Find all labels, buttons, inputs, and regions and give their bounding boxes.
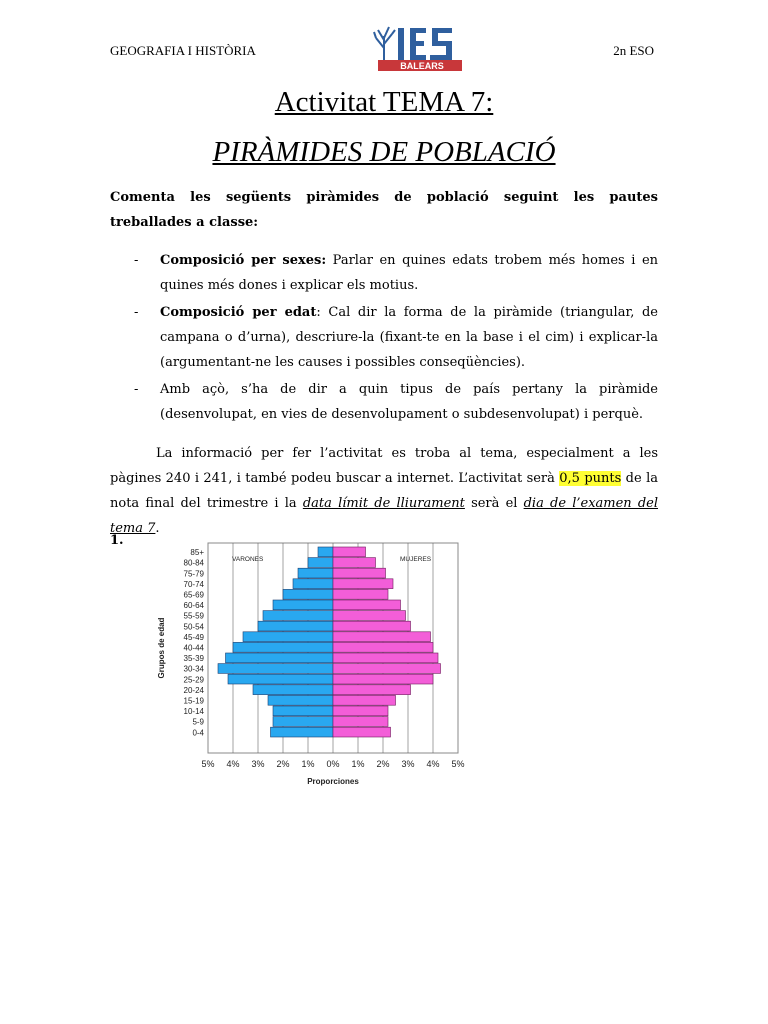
age-group-label: 80-84 — [183, 558, 204, 568]
bar-female — [333, 706, 388, 716]
list-dash: - — [134, 253, 139, 268]
bar-female — [333, 568, 386, 578]
guidelines-list — [110, 248, 658, 429]
age-group-label: 75-79 — [183, 569, 204, 579]
legend-female: MUJERES — [400, 556, 432, 563]
para-text-2: de la nota final del trimestre i la — [110, 471, 658, 511]
para-text-1: La informació per fer l’activitat es troba al tema, especialment a les pàgines 240 i 241, i també podeu buscar a internet. L’activitat serà — [110, 446, 658, 486]
deadline-label: data límit de lliurament — [302, 496, 465, 511]
bar-female — [333, 579, 393, 589]
age-group-label: 0-4 — [192, 728, 204, 738]
age-group-label: 50-54 — [183, 622, 204, 632]
bar-female — [333, 589, 388, 599]
bar-male — [293, 579, 333, 589]
bar-male — [218, 664, 333, 674]
header-subject: GEOGRAFIA I HISTÒRIA — [110, 43, 256, 58]
x-tick-label: 2% — [276, 759, 290, 769]
x-tick-label: 4% — [226, 759, 240, 769]
x-tick-label: 1% — [301, 759, 315, 769]
list-dash: - — [134, 305, 139, 320]
bar-female — [333, 600, 401, 610]
bar-female — [333, 632, 431, 642]
x-axis-label: Proporciones — [307, 777, 359, 786]
x-tick-label: 3% — [401, 759, 415, 769]
points-highlight: 0,5 punts — [559, 471, 622, 486]
age-group-label: 55-59 — [183, 611, 204, 621]
age-group-label: 70-74 — [183, 579, 204, 589]
x-tick-label: 1% — [351, 759, 365, 769]
x-tick-label: 5% — [451, 759, 465, 769]
bar-female — [333, 653, 438, 663]
x-tick-label: 2% — [376, 759, 390, 769]
bar-male — [318, 547, 333, 557]
bar-female — [333, 621, 411, 631]
age-group-label: 35-39 — [183, 654, 204, 664]
bar-male — [258, 621, 333, 631]
bar-male — [298, 568, 333, 578]
bar-male — [233, 642, 333, 652]
bar-female — [333, 695, 396, 705]
age-group-label: 45-49 — [183, 632, 204, 642]
bar-male — [273, 717, 333, 727]
para-text-4: . — [155, 521, 160, 536]
list-item-text: Amb açò, s’ha de dir a quin tipus de país pertany la piràmide (desenvolupat, en vies de desenvolupament o subdesenvolupat) i perquè. — [160, 382, 658, 422]
bar-male — [263, 611, 333, 621]
age-group-label: 10-14 — [183, 707, 204, 717]
bar-male — [253, 685, 333, 695]
bar-female — [333, 642, 433, 652]
age-group-label: 5-9 — [192, 717, 204, 727]
bar-male — [228, 674, 333, 684]
x-tick-label: 5% — [201, 759, 215, 769]
list-item-lead: Composició per sexes: — [160, 253, 327, 268]
bar-male — [271, 727, 334, 737]
age-group-label: 15-19 — [183, 696, 204, 706]
age-group-label: 60-64 — [183, 601, 204, 611]
bar-female — [333, 558, 376, 568]
age-group-label: 25-29 — [183, 675, 204, 685]
list-item-text: : Cal dir la forma de la piràmide (triangular, de campana o d’urna), descriure-la (fixant-te en la base i el cim) i explicar-la (argumentant-ne les causes i possibles conseqüències). — [160, 305, 659, 370]
school-logo — [372, 22, 468, 72]
intro-text: Comenta les següents piràmides de població seguint les pautes treballades a classe: — [110, 190, 658, 230]
logo-text: BALEARS — [400, 61, 444, 71]
bar-female — [333, 611, 406, 621]
x-tick-label: 0% — [326, 759, 340, 769]
bar-male — [273, 706, 333, 716]
age-group-label: 40-44 — [183, 643, 204, 653]
bar-female — [333, 674, 433, 684]
bar-male — [268, 695, 333, 705]
x-tick-label: 3% — [251, 759, 265, 769]
list-item — [110, 377, 658, 427]
x-tick-label: 4% — [426, 759, 440, 769]
y-axis-label: Grupos de edad — [157, 617, 166, 679]
age-group-label: 65-69 — [183, 590, 204, 600]
bar-female — [333, 664, 441, 674]
bar-male — [243, 632, 333, 642]
exam-date-label: dia de l’examen del tema 7 — [110, 496, 659, 536]
list-dash: - — [134, 382, 139, 397]
age-group-label: 30-34 — [183, 664, 204, 674]
bar-female — [333, 685, 411, 695]
page-title: Activitat TEMA 7: — [274, 86, 494, 118]
question-number: 1. — [110, 533, 124, 548]
age-group-label: 20-24 — [183, 685, 204, 695]
legend-male: VARONES — [232, 556, 264, 563]
list-item — [110, 248, 658, 298]
bar-male — [226, 653, 334, 663]
bar-female — [333, 717, 388, 727]
bar-female — [333, 547, 366, 557]
instructions-paragraph — [110, 441, 658, 541]
bar-female — [333, 727, 391, 737]
header-course: 2n ESO — [613, 43, 654, 58]
list-item-lead: Composició per edat — [160, 305, 317, 320]
bar-male — [283, 589, 333, 599]
population-pyramid-chart — [150, 537, 480, 787]
list-item — [110, 300, 658, 375]
list-item-text: Parlar en quines edats trobem més homes i en quines més dones i explicar els motius. — [160, 253, 659, 293]
bar-male — [273, 600, 333, 610]
page-subtitle: PIRÀMIDES DE POBLACIÓ — [212, 136, 556, 168]
bar-male — [308, 558, 333, 568]
age-group-label: 85+ — [190, 548, 204, 558]
para-text-3: serà el — [464, 496, 524, 511]
